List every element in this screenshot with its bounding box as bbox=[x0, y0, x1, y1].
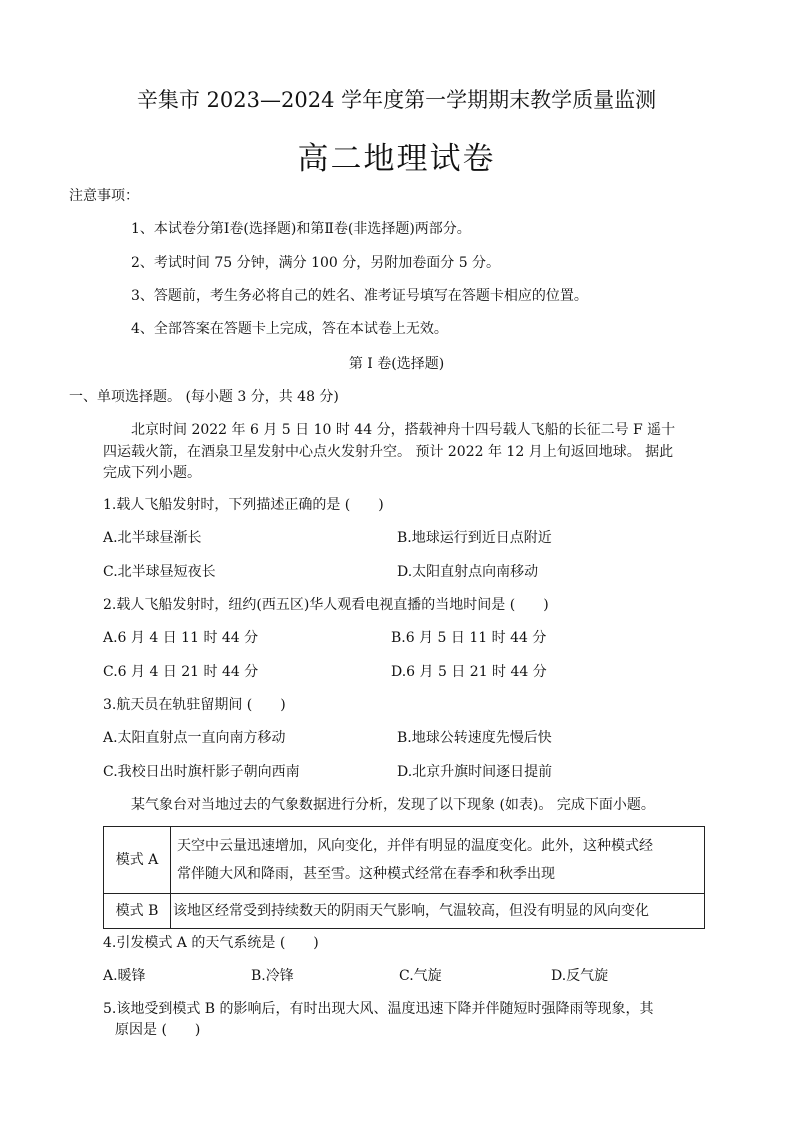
table-cell-label: 模式 A bbox=[104, 827, 171, 894]
volume-heading: 第 Ⅰ 卷(选择题) bbox=[348, 356, 445, 372]
table-text-line: 天空中云量迅速增加，风向变化，并伴有明显的温度变化。此外，这种模式经 bbox=[177, 838, 653, 854]
option-b: B.冷锋 bbox=[251, 968, 294, 984]
notice-item: 1、本试卷分第Ⅰ卷(选择题)和第Ⅱ卷(非选择题)两部分。 bbox=[131, 221, 471, 237]
option-d: D.反气旋 bbox=[551, 968, 609, 984]
question-stem: 5.该地受到模式 B 的影响后，有时出现大风、温度迅速下降并伴随短时强降雨等现象，其 bbox=[103, 1001, 654, 1017]
table-row bbox=[104, 827, 705, 894]
notice-item: 2、考试时间 75 分钟，满分 100 分，另附加卷面分 5 分。 bbox=[131, 255, 501, 271]
passage-line: 完成下列小题。 bbox=[103, 465, 201, 481]
question-stem: 2.载人飞船发射时，纽约(西五区)华人观看电视直播的当地时间是 ( ) bbox=[103, 597, 549, 613]
table-cell-text bbox=[171, 827, 705, 894]
option-c: C.北半球昼短夜长 bbox=[103, 564, 216, 580]
option-a: A.太阳直射点一直向南方移动 bbox=[103, 730, 286, 746]
option-d: D.6 月 5 日 21 时 44 分 bbox=[391, 664, 547, 680]
option-d: D.北京升旗时间逐日提前 bbox=[397, 764, 553, 780]
option-b: B.6 月 5 日 11 时 44 分 bbox=[391, 630, 547, 646]
question-stem: 3.航天员在轨驻留期间 ( ) bbox=[103, 697, 286, 713]
option-b: B.地球运行到近日点附近 bbox=[397, 530, 552, 546]
table-row bbox=[104, 894, 705, 929]
passage-line: 四运载火箭，在酒泉卫星发射中心点火发射升空。 预计 2022 年 12 月上旬返回地球。 据此 bbox=[103, 444, 674, 460]
passage-line: 某气象台对当地过去的气象数据进行分析，发现了以下现象 (如表)。 完成下面小题。 bbox=[131, 797, 655, 813]
question-stem: 原因是 ( ) bbox=[115, 1022, 201, 1038]
table-text-line: 常伴随大风和降雨，甚至雪。这种模式经常在春季和秋季出现 bbox=[177, 866, 555, 882]
option-b: B.地球公转速度先慢后快 bbox=[397, 730, 552, 746]
option-a: A.北半球昼渐长 bbox=[103, 530, 202, 546]
option-c: C.气旋 bbox=[399, 968, 442, 984]
notice-label: 注意事项： bbox=[69, 188, 139, 204]
section-heading: 一、单项选择题。 (每小题 3 分，共 48 分) bbox=[69, 389, 339, 405]
option-c: C.我校日出时旗杆影子朝向西南 bbox=[103, 764, 300, 780]
option-a: A.6 月 4 日 11 时 44 分 bbox=[103, 630, 259, 646]
question-stem: 4.引发模式 A 的天气系统是 ( ) bbox=[103, 935, 319, 951]
table-cell-text: 该地区经常受到持续数天的阴雨天气影响，气温较高，但没有明显的风向变化 bbox=[171, 894, 705, 929]
notice-item: 3、答题前，考生务必将自己的姓名、准考证号填写在答题卡相应的位置。 bbox=[131, 288, 588, 304]
option-a: A.暖锋 bbox=[103, 968, 146, 984]
passage-line: 北京时间 2022 年 6 月 5 日 10 时 44 分，搭载神舟十四号载人飞船的长征二号 F 遥十 bbox=[131, 422, 676, 438]
notice-item: 4、全部答案在答题卡上完成，答在本试卷上无效。 bbox=[131, 321, 448, 337]
exam-title: 高二地理试卷 bbox=[297, 141, 496, 177]
option-d: D.太阳直射点向南移动 bbox=[397, 564, 539, 580]
weather-pattern-table bbox=[103, 826, 705, 929]
option-c: C.6 月 4 日 21 时 44 分 bbox=[103, 664, 259, 680]
question-stem: 1.载人飞船发射时，下列描述正确的是 ( ) bbox=[103, 497, 384, 513]
table-cell-label: 模式 B bbox=[104, 894, 171, 929]
exam-header: 辛集市 2023—2024 学年度第一学期期末教学质量监测 bbox=[136, 88, 657, 112]
